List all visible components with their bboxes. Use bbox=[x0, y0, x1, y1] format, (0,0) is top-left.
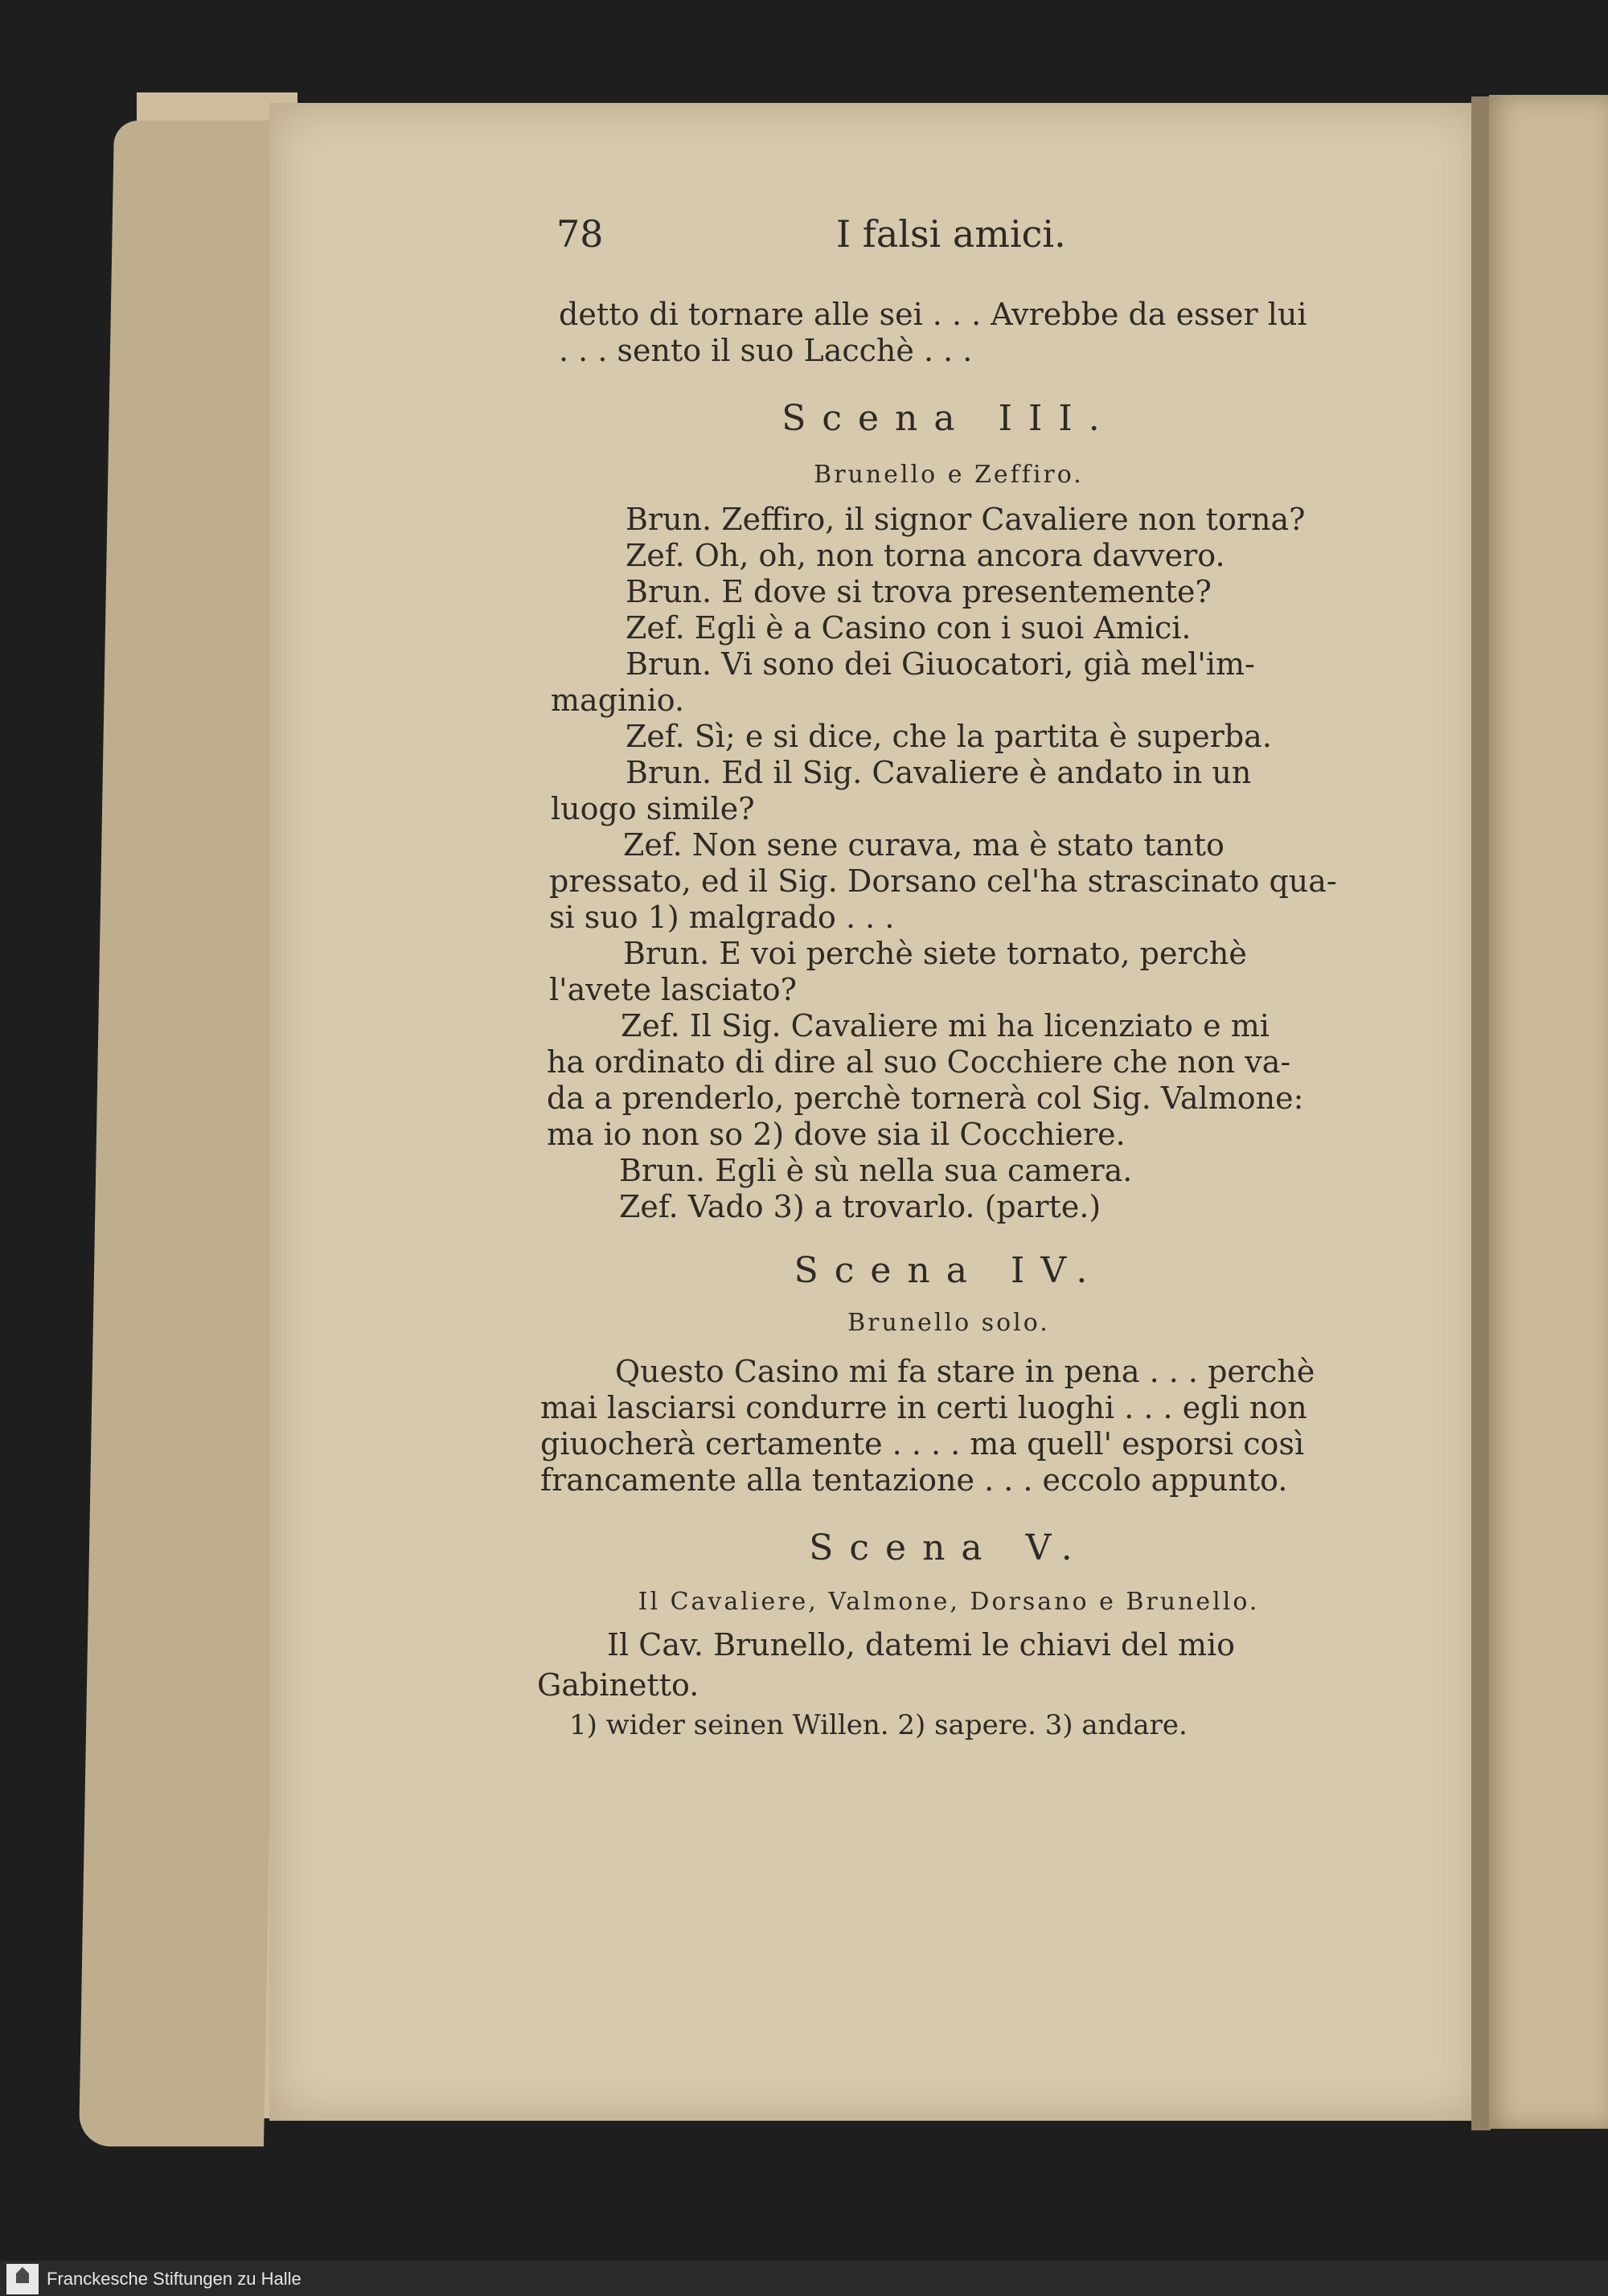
scene-title: Scena IV. bbox=[794, 1250, 1104, 1291]
text-line: Zef. Vado 3) a trovarlo. (parte.) bbox=[619, 1189, 1101, 1224]
text-line: Brun. Ed il Sig. Cavaliere è andato in un bbox=[626, 755, 1252, 790]
text-line: l'avete lasciato? bbox=[549, 972, 797, 1007]
text-line: maginio. bbox=[551, 683, 685, 718]
text-line: Zef. Egli è a Casino con i suoi Amici. bbox=[626, 610, 1192, 646]
text-line: detto di tornare alle sei . . . Avrebbe da esser lui bbox=[559, 297, 1307, 332]
text-line: Brun. Egli è sù nella sua camera. bbox=[619, 1153, 1133, 1188]
text-line: . . . sento il suo Lacchè . . . bbox=[559, 333, 973, 368]
text-line: luogo simile? bbox=[551, 791, 755, 826]
scene-cast: Brunello solo. bbox=[847, 1309, 1050, 1337]
text-line: mai lasciarsi condurre in certi luoghi . . . egli non bbox=[540, 1390, 1307, 1425]
text-line: Zef. Oh, oh, non torna ancora davvero. bbox=[626, 538, 1225, 573]
institution-logo-icon bbox=[6, 2264, 39, 2294]
text-line: Brun. E dove si trova presentemente? bbox=[626, 574, 1212, 609]
scene-cast: Brunello e Zeffiro. bbox=[814, 461, 1084, 489]
text-line: ma io non so 2) dove sia il Cocchiere. bbox=[547, 1117, 1126, 1152]
text-line: Zef. Sì; e si dice, che la partita è superba. bbox=[626, 719, 1272, 754]
text-line: Brun. Vi sono dei Giuocatori, già mel'im- bbox=[626, 646, 1255, 682]
text-line: Zef. Non sene curava, ma è stato tanto bbox=[623, 827, 1224, 863]
text-line: Gabinetto. bbox=[537, 1667, 699, 1703]
scene-title: Scena V. bbox=[809, 1527, 1089, 1568]
text-line: Il Cav. Brunello, datemi le chiavi del mio bbox=[607, 1627, 1236, 1663]
text-line: Brun. E voi perchè siete tornato, perchè bbox=[623, 936, 1247, 971]
footer-institution: Franckesche Stiftungen zu Halle bbox=[47, 2269, 302, 2289]
text-line: giuocherà certamente . . . . ma quell' esporsi così bbox=[540, 1426, 1305, 1462]
text-line: ha ordinato di dire al suo Cocchiere che non va- bbox=[547, 1044, 1291, 1080]
running-title: I falsi amici. bbox=[836, 212, 1066, 256]
footnotes: 1) wider seinen Willen. 2) sapere. 3) andare. bbox=[569, 1709, 1188, 1741]
text-line: Brun. Zeffiro, il signor Cavaliere non torna? bbox=[626, 502, 1306, 537]
text-line: pressato, ed il Sig. Dorsano cel'ha strascinato qua- bbox=[549, 863, 1337, 899]
scene-title: Scena III. bbox=[781, 398, 1116, 439]
text-line: si suo 1) malgrado . . . bbox=[549, 900, 895, 935]
page-number: 78 bbox=[556, 212, 604, 256]
text-line: francamente alla tentazione . . . eccolo appunto. bbox=[540, 1462, 1288, 1498]
text-line: Questo Casino mi fa stare in pena . . . perchè bbox=[615, 1354, 1315, 1389]
text-line: da a prenderlo, perchè tornerà col Sig. Valmone: bbox=[547, 1080, 1304, 1116]
next-page-edge bbox=[1489, 95, 1608, 2129]
text-line: Zef. Il Sig. Cavaliere mi ha licenziato e mi bbox=[621, 1008, 1270, 1043]
scene-cast: Il Cavaliere, Valmone, Dorsano e Brunello. bbox=[638, 1588, 1260, 1616]
